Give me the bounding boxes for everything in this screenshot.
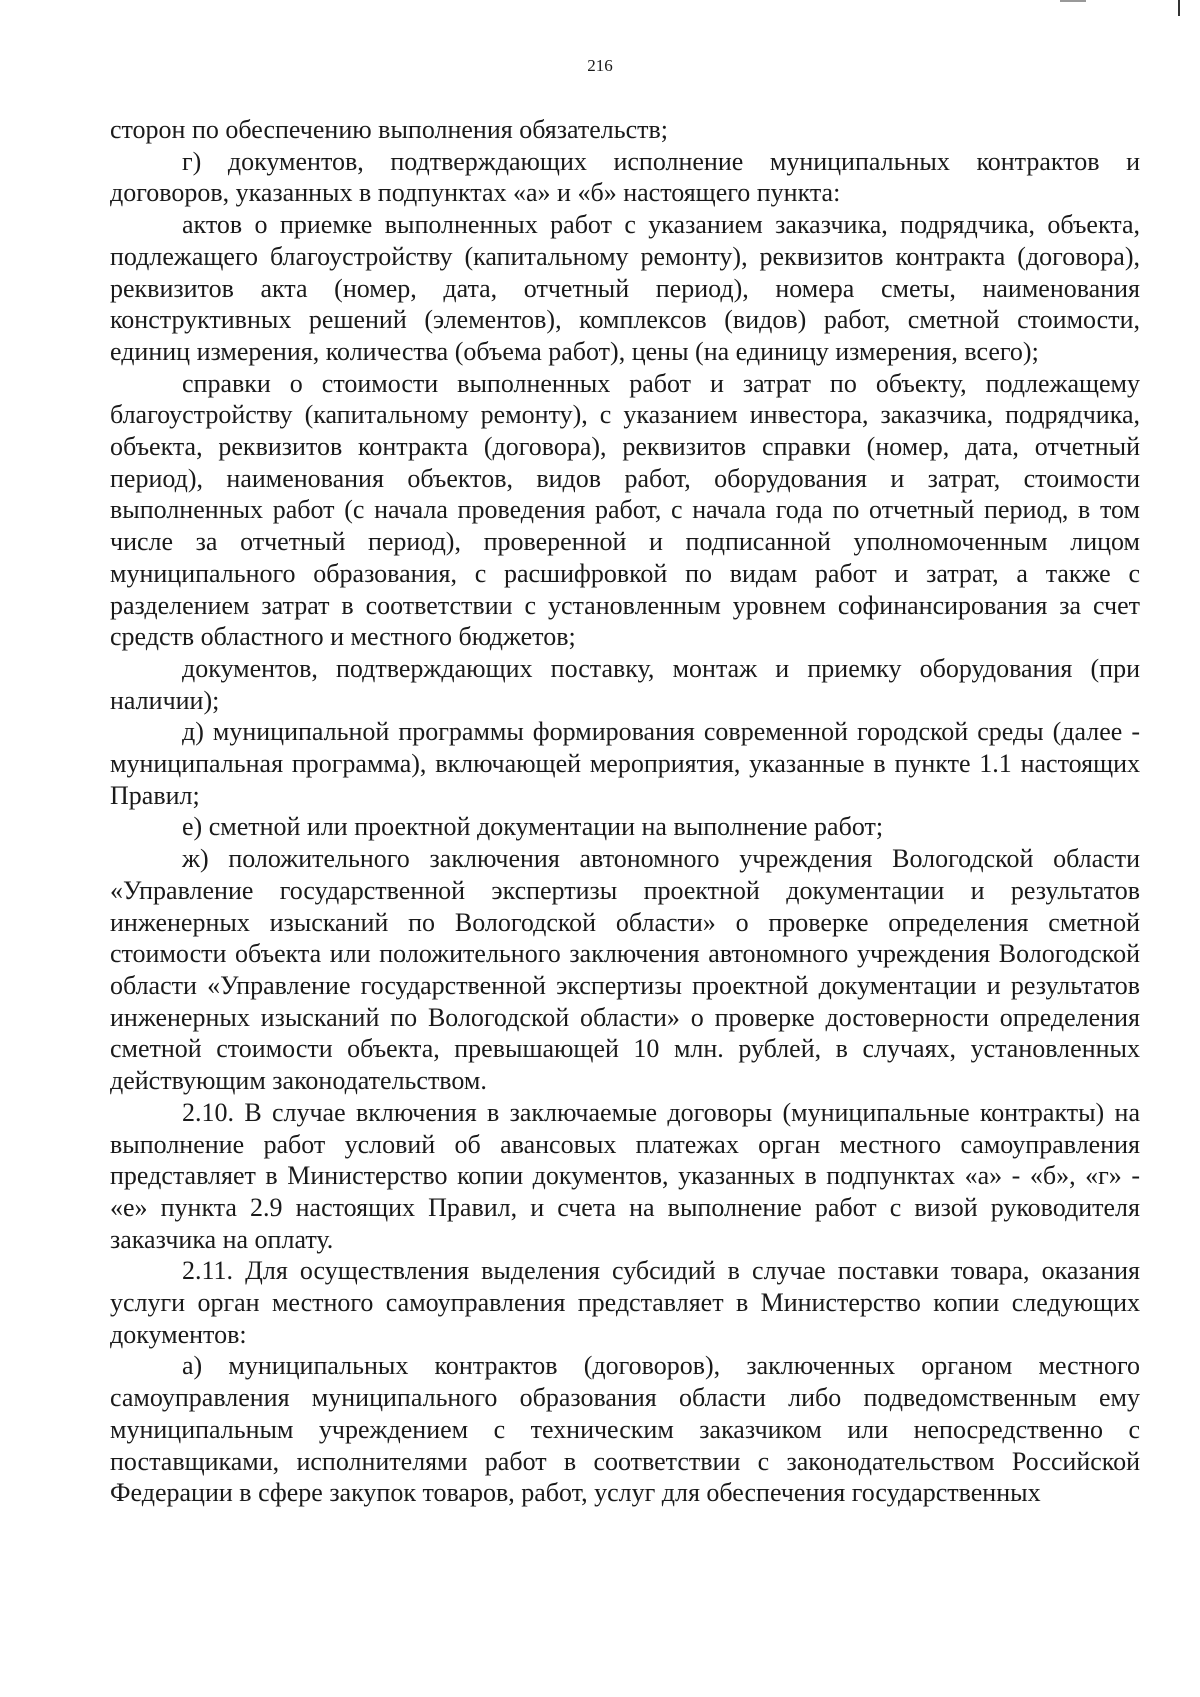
paragraph: ж) положительного заключения автономного учреждения Вологодской области «Управление государственной экспертизы проектной документации и результатов инженерных изысканий по Вологодской области» о проверке определения сметной стоимости объекта или положительного заключения автономного учреждения Вологодской области «Управление государственной экспертизы проектной документации и результатов инженерных изысканий по Вологодской области» о проверке достоверности определения сметной стоимости объекта, превышающей 10 млн. рублей, в случаях, установленных действующим законодательством. (110, 844, 1140, 1096)
paragraph: актов о приемке выполненных работ с указанием заказчика, подрядчика, объекта, подлежащего благоустройству (капитальному ремонту), реквизитов контракта (договора), реквизитов акта (номер, дата, отчетный период), номера сметы, наименования конструктивных решений (элементов), комплексов (видов) работ, сметной стоимости, единиц измерения, количества (объема работ), цены (на единицу измерения, всего); (110, 210, 1140, 366)
paragraph: сторон по обеспечению выполнения обязательств; (110, 115, 669, 144)
paragraph: документов, подтверждающих поставку, монтаж и приемку оборудования (при наличии); (110, 653, 1140, 715)
page-number: 216 (587, 56, 613, 75)
paragraph: справки о стоимости выполненных работ и затрат по объекту, подлежащему благоустройству (капитальному ремонту), с указанием инвестора, заказчика, подрядчика, объекта, реквизитов контракта (договора), реквизитов справки (номер, дата, отчетный период), наименования объектов, видов работ, оборудования и затрат, стоимости выполненных работ (с начала проведения работ, с начала года по отчетный период, в том числе за отчетный период), проверенной и подписанной уполномоченным лицом муниципального образования, с расшифровкой по видам работ и затрат, а также с разделением затрат в соответствии с установленным уровнем софинансирования за счет средств областного и местного бюджетов; (110, 368, 1140, 652)
paragraph: е) сметной или проектной документации на выполнение работ; (182, 812, 884, 842)
scan-artifact-mark (1060, 0, 1086, 2)
paragraph: а) муниципальных контрактов (договоров), заключенных органом местного самоуправления муниципального образования области либо подведомственным ему муниципальным учреждением с техническим заказчиком или непосредственно с поставщиками, исполнителями работ в соответствии с законодательством Российской Федерации в сфере закупок товаров, работ, услуг для обеспечения государственных (110, 1351, 1140, 1508)
paragraph: 2.11. Для осуществления выделения субсидий в случае поставки товара, оказания услуги орган местного самоуправления представляет в Министерство копии следующих документов: (110, 1256, 1140, 1349)
document-body (110, 114, 1140, 1509)
paragraph: г) документов, подтверждающих исполнение муниципальных контрактов и договоров, указанных в подпунктах «а» и «б» настоящего пункта: (110, 146, 1140, 208)
scan-artifact-mark (1178, 0, 1180, 16)
paragraph: д) муниципальной программы формирования современной городской среды (далее - муниципальная программа), включающей мероприятия, указанные в пункте 1.1 настоящих Правил; (110, 717, 1140, 810)
paragraph: 2.10. В случае включения в заключаемые договоры (муниципальные контракты) на выполнение работ условий об авансовых платежах орган местного самоуправления представляет в Министерство копии документов, указанных в подпунктах «а» - «б», «г» - «е» пункта 2.9 настоящих Правил, и счета на выполнение работ с визой руководителя заказчика на оплату. (110, 1097, 1140, 1254)
